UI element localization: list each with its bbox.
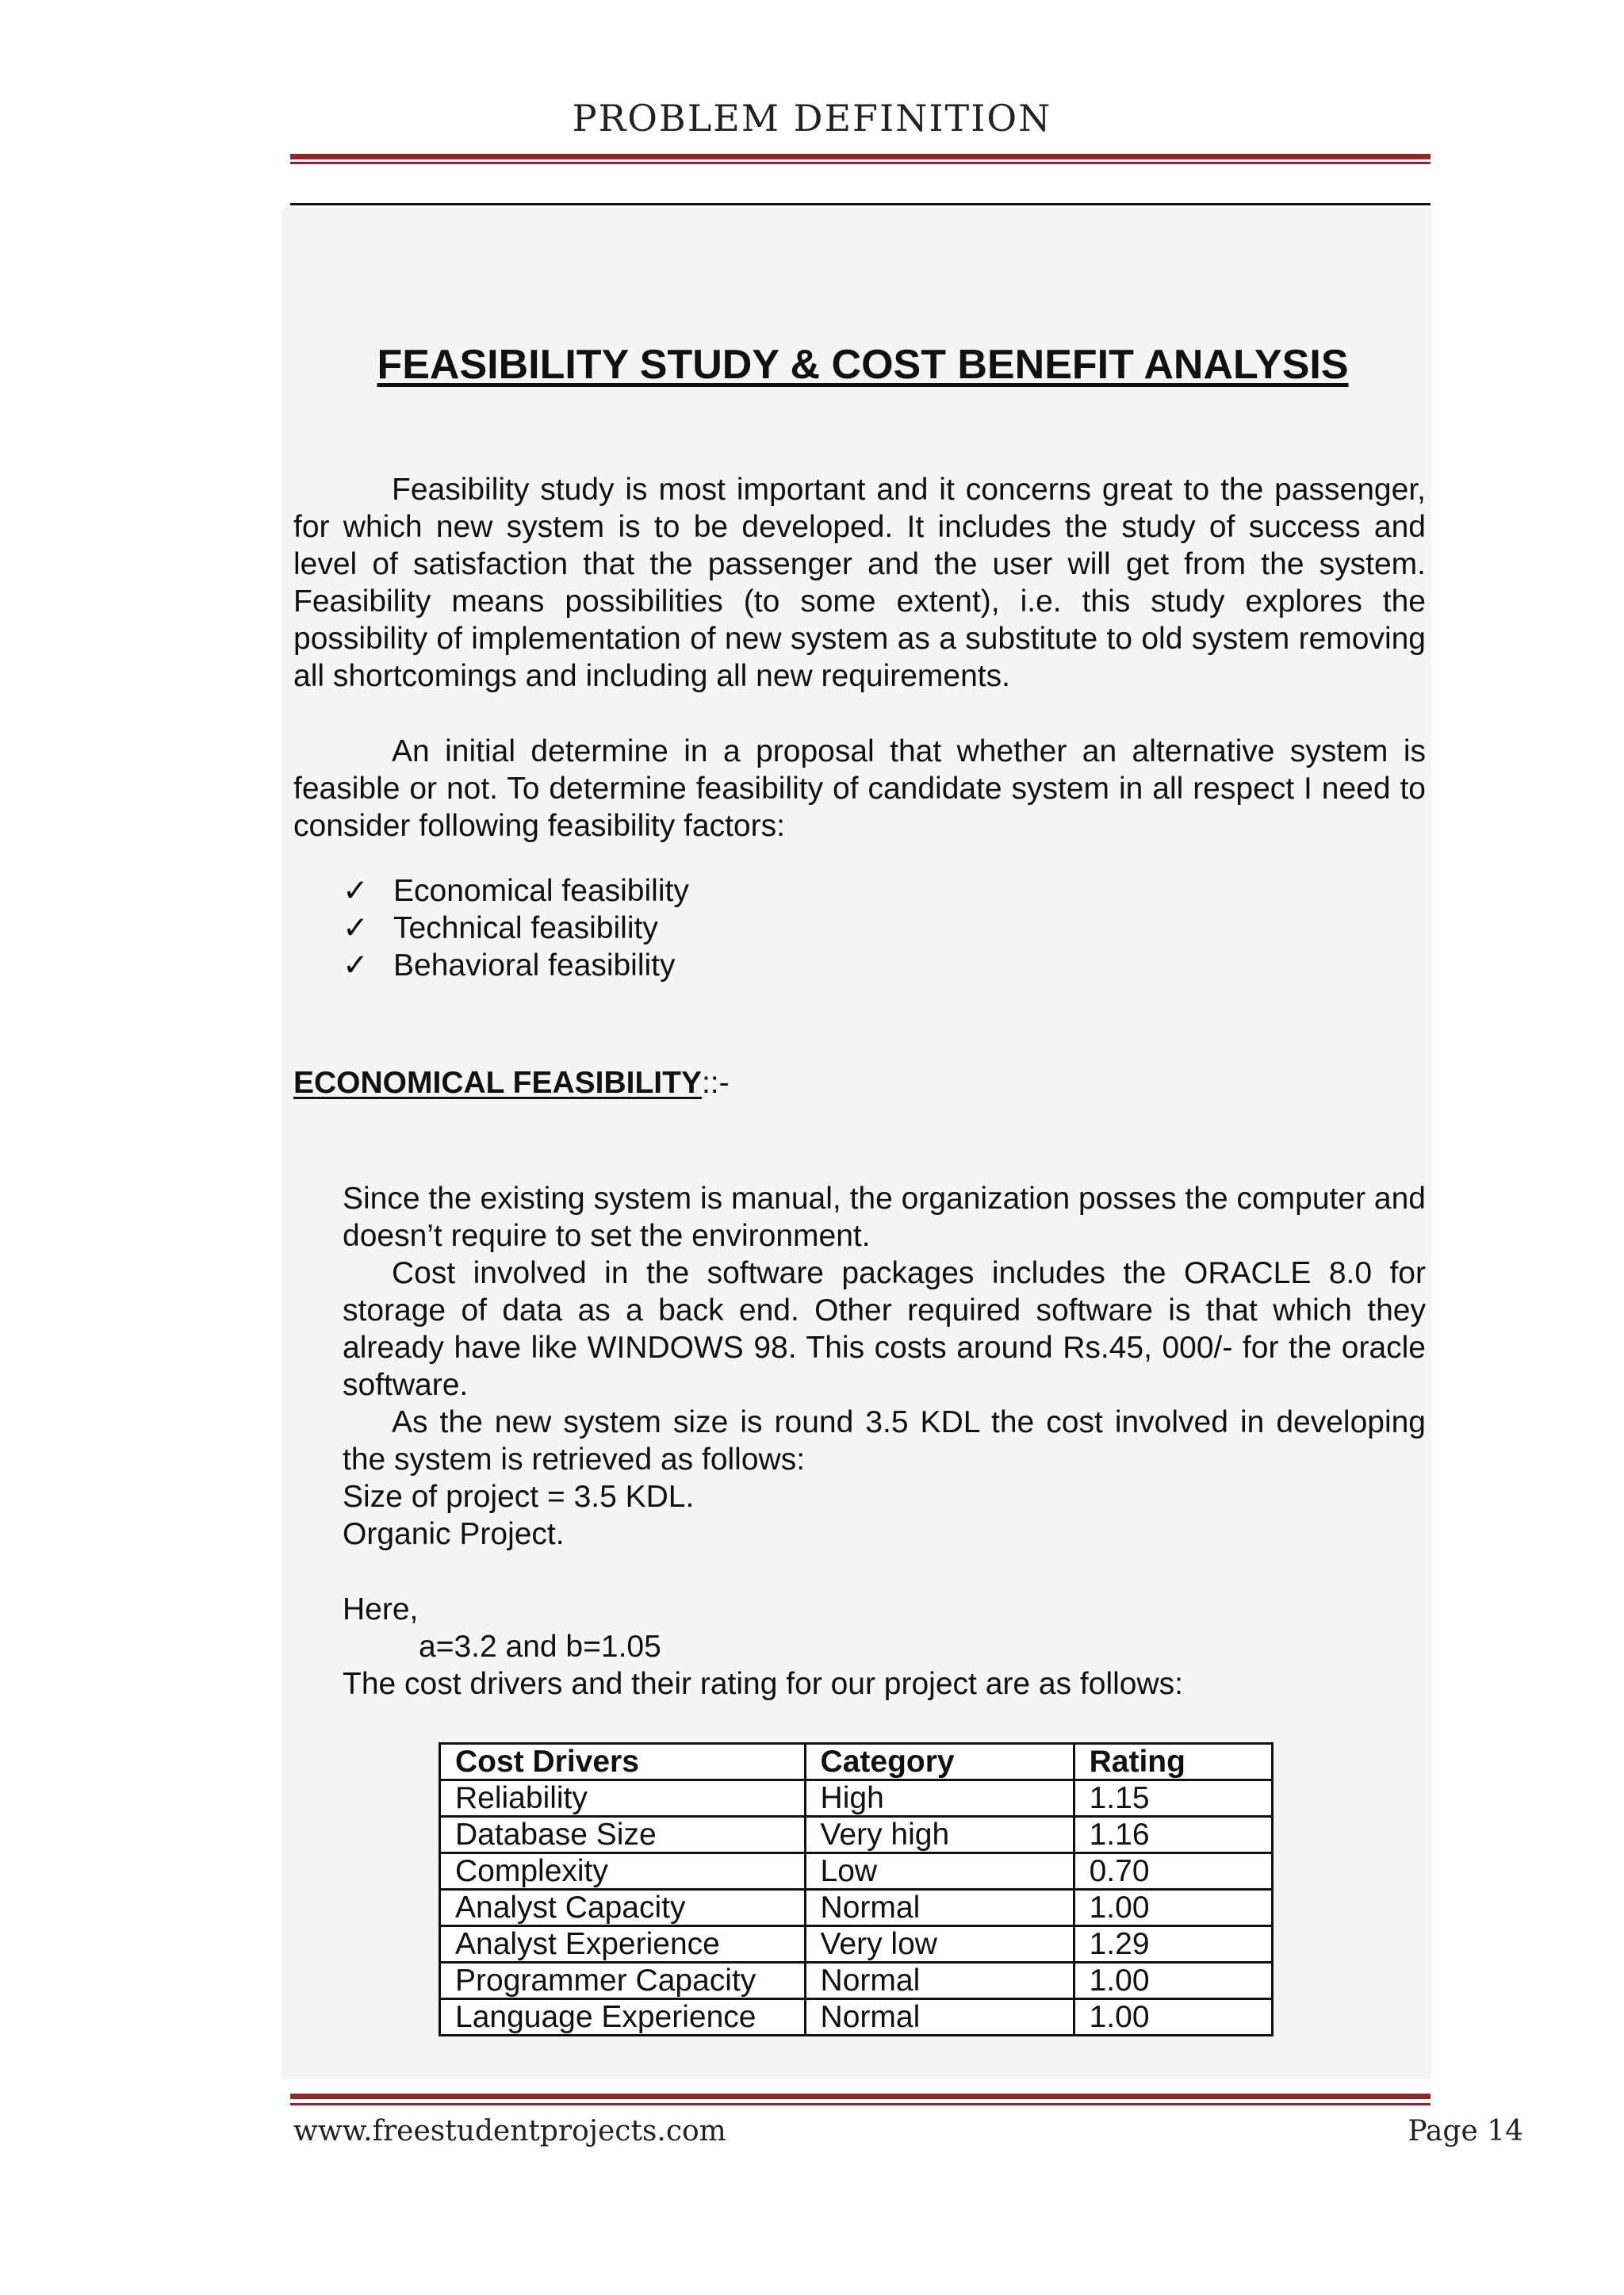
table-cell: Complexity bbox=[440, 1853, 806, 1890]
table-cell: 1.00 bbox=[1074, 1999, 1272, 2036]
coefficients-line: a=3.2 and b=1.05 bbox=[419, 1630, 661, 1664]
list-item-label: Behavioral feasibility bbox=[393, 948, 676, 983]
checkmark-icon: ✓ bbox=[343, 874, 369, 908]
table-cell: 1.15 bbox=[1074, 1780, 1272, 1817]
table-cell: Very high bbox=[805, 1817, 1074, 1853]
intro-paragraph-2 bbox=[293, 733, 1426, 845]
table-cell: High bbox=[805, 1780, 1074, 1817]
economical-paragraph-1: Since the existing system is manual, the organization posses the computer and doesn’t require to set the environment. bbox=[343, 1182, 1426, 1253]
header-rule-thin bbox=[290, 162, 1431, 164]
checkmark-icon: ✓ bbox=[343, 911, 369, 945]
table-cell: 1.29 bbox=[1074, 1926, 1272, 1963]
intro-paragraph-1 bbox=[293, 471, 1426, 695]
table-cell: 0.70 bbox=[1074, 1853, 1272, 1890]
document-title: FEASIBILITY STUDY & COST BENEFIT ANALYSIS bbox=[377, 342, 1349, 388]
header-rule-black bbox=[290, 203, 1431, 205]
table-header-row bbox=[440, 1744, 1273, 1780]
table-row bbox=[440, 1926, 1273, 1963]
here-label: Here, bbox=[343, 1592, 419, 1626]
intro-text-2: An initial determine in a proposal that whether an alternative system is feasible or not. To determine feasibility of candidate system in all respect I need to consider following feasibility factors: bbox=[293, 734, 1426, 843]
table-row bbox=[440, 1963, 1273, 1999]
table-cell: 1.16 bbox=[1074, 1817, 1272, 1853]
list-item bbox=[343, 910, 689, 947]
header-rule-thick bbox=[290, 154, 1431, 159]
table-row bbox=[440, 1999, 1273, 2036]
page-header-title: PROBLEM DEFINITION bbox=[572, 97, 1052, 140]
column-header: Rating bbox=[1074, 1744, 1272, 1780]
column-header: Category bbox=[805, 1744, 1074, 1780]
list-item-label: Technical feasibility bbox=[393, 911, 658, 945]
economical-paragraph-2: Cost involved in the software packages includes the ORACLE 8.0 for storage of data as a back end. Other required software is that which they already have like WINDOWS 98. This costs around Rs.45, 000/- for the oracle software. bbox=[343, 1256, 1426, 1402]
table-cell: Language Experience bbox=[440, 1999, 806, 2036]
table-cell: Analyst Experience bbox=[440, 1926, 806, 1963]
table-cell: Very low bbox=[805, 1926, 1074, 1963]
section-heading-economical bbox=[293, 1066, 730, 1101]
table-cell: Programmer Capacity bbox=[440, 1963, 806, 1999]
table-row bbox=[440, 1890, 1273, 1926]
table-row bbox=[440, 1780, 1273, 1817]
footer-page-number: Page 14 bbox=[1408, 2115, 1523, 2147]
cost-drivers-table bbox=[439, 1742, 1274, 2036]
list-item bbox=[343, 947, 689, 984]
table-cell: 1.00 bbox=[1074, 1890, 1272, 1926]
project-type-line: Organic Project. bbox=[343, 1517, 565, 1551]
cost-drivers-intro: The cost drivers and their rating for our project are as follows: bbox=[343, 1667, 1183, 1701]
list-item-label: Economical feasibility bbox=[393, 874, 689, 908]
footer-rule-thin bbox=[290, 2103, 1431, 2105]
section-heading-suffix: ::- bbox=[701, 1066, 730, 1100]
table-cell: Normal bbox=[805, 1999, 1074, 2036]
feasibility-factor-list bbox=[343, 872, 689, 984]
table-cell: Analyst Capacity bbox=[440, 1890, 806, 1926]
economical-body bbox=[343, 1180, 1426, 1703]
table-cell: Database Size bbox=[440, 1817, 806, 1853]
table-cell: Normal bbox=[805, 1890, 1074, 1926]
table-cell: Reliability bbox=[440, 1780, 806, 1817]
table-row bbox=[440, 1853, 1273, 1890]
table-cell: 1.00 bbox=[1074, 1963, 1272, 1999]
table-row bbox=[440, 1817, 1273, 1853]
table-cell: Low bbox=[805, 1853, 1074, 1890]
intro-text-1: Feasibility study is most important and it concerns great to the passenger, for which new system is to be developed. It includes the study of success and level of satisfaction that the passenger and the user will get from the system. Feasibility means possibilities (to some extent), i.e. this study explores the possibility of implementation of new system as a substitute to old system removing all shortcomings and including all new requirements. bbox=[293, 473, 1426, 693]
list-item bbox=[343, 872, 689, 910]
table-cell: Normal bbox=[805, 1963, 1074, 1999]
checkmark-icon: ✓ bbox=[343, 948, 369, 983]
project-size-line: Size of project = 3.5 KDL. bbox=[343, 1480, 695, 1514]
section-heading-text: ECONOMICAL FEASIBILITY bbox=[293, 1066, 702, 1100]
spacer bbox=[343, 1553, 1426, 1591]
footer-website: www.freestudentprojects.com bbox=[293, 2115, 726, 2147]
column-header: Cost Drivers bbox=[440, 1744, 806, 1780]
economical-paragraph-3: As the new system size is round 3.5 KDL the cost involved in developing the system is retrieved as follows: bbox=[343, 1405, 1426, 1477]
footer-rule-thick bbox=[290, 2094, 1431, 2099]
